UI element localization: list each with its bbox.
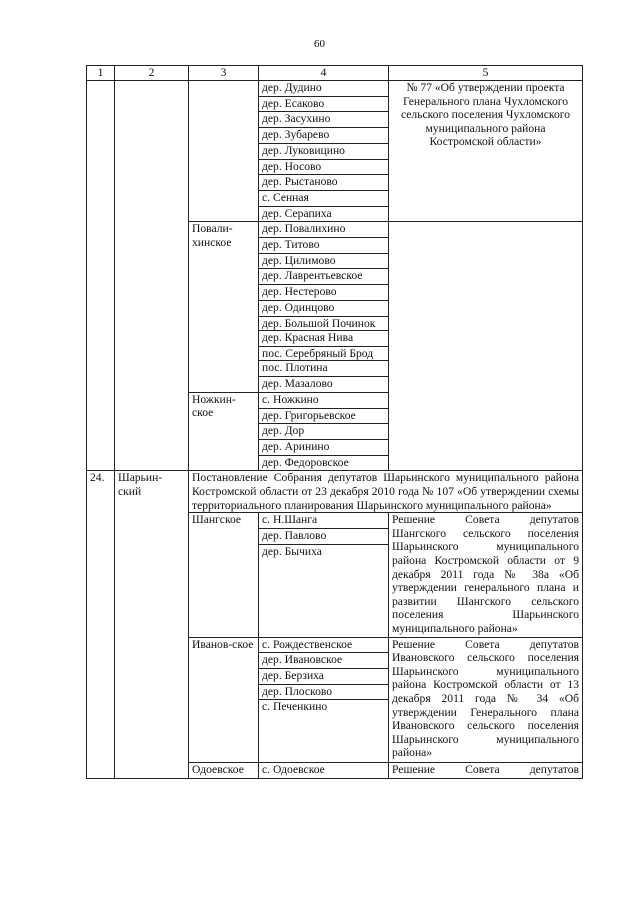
village-cell: дер. Зубарево [259, 128, 389, 144]
col-header-5: 5 [389, 66, 583, 81]
village-cell: с. Одоевское [259, 763, 389, 779]
settlement-cell: Повали-хинское [189, 222, 259, 393]
settlement-cell: Шангское [189, 513, 259, 637]
page-number: 60 [314, 38, 325, 50]
village-cell: дер. Титово [259, 238, 389, 254]
settlement-cell: Иванов-ское [189, 637, 259, 763]
district-cell [115, 81, 189, 471]
village-cell: дер. Ивановское [259, 653, 389, 669]
village-cell: дер. Плосково [259, 684, 389, 700]
settlement-cell: Одоевское [189, 763, 259, 779]
district-cell: Шарьин-ский [115, 471, 189, 779]
village-cell: с. Н.Шанга [259, 513, 389, 529]
village-cell: дер. Красная Нива [259, 331, 389, 347]
settlement-cell: Ножкин-ское [189, 392, 259, 471]
col-header-2: 2 [115, 66, 189, 81]
village-cell: дер. Нестерово [259, 285, 389, 301]
village-cell: дер. Рыстаново [259, 175, 389, 191]
approval-document-cell [389, 222, 583, 471]
col-header-3: 3 [189, 66, 259, 81]
village-cell: дер. Повалихино [259, 222, 389, 238]
village-cell: дер. Есаково [259, 96, 389, 112]
village-cell: дер. Григорьевское [259, 408, 389, 424]
village-cell: дер. Павлово [259, 528, 389, 544]
village-cell: дер. Носово [259, 159, 389, 175]
col-header-1: 1 [87, 66, 115, 81]
row-number-cell: 24. [87, 471, 115, 779]
village-cell: дер. Дор [259, 424, 389, 440]
approval-document-cell: Решение Совета депутатов Ивановского сельского поселения Шарьинского муниципального района Костромской области от 13 декабря 2011 года № 34 «Об утверждении Генерального плана Ивановского сельского поселения Шарьинского муниципального района» [389, 637, 583, 763]
village-cell: дер. Берзиха [259, 668, 389, 684]
village-cell: с. Рождественское [259, 637, 389, 653]
village-cell: дер. Засухино [259, 112, 389, 128]
village-cell: дер. Бычиха [259, 544, 389, 637]
village-cell: дер. Федоровское [259, 455, 389, 471]
village-cell: дер. Луковицино [259, 143, 389, 159]
village-cell: дер. Цилимово [259, 253, 389, 269]
table-row [87, 81, 583, 97]
row-number-cell [87, 81, 115, 471]
village-cell: с. Сенная [259, 190, 389, 206]
table-row [87, 471, 583, 513]
village-cell: дер. Серапиха [259, 206, 389, 222]
settlements-table [86, 65, 583, 779]
approval-document-cell: Решение Совета депутатов Шангского сельского поселения Шарьинского муниципального района Костромской области от 9 декабря 2011 года № 38а «Об утверждении генерального плана и развитии Шангского сельского поселения Шарьинского муниципального района» [389, 513, 583, 637]
settlement-cell [189, 81, 259, 222]
village-cell: с. Печенкино [259, 700, 389, 763]
header-row [87, 66, 583, 81]
village-cell: пос. Серебряный Брод [259, 346, 389, 361]
village-cell: пос. Плотина [259, 361, 389, 377]
village-cell: дер. Большой Починок [259, 316, 389, 331]
village-cell: дер. Одинцово [259, 300, 389, 316]
district-resolution-cell: Постановление Собрания депутатов Шарьинского муниципального района Костромской области от 23 декабря 2010 года № 107 «Об утверждении схемы территориального планирования Шарьинского муниципального района» [189, 471, 583, 513]
col-header-4: 4 [259, 66, 389, 81]
village-cell: дер. Мазалово [259, 377, 389, 393]
village-cell: дер. Аринино [259, 439, 389, 455]
approval-document-cell: Решение Совета депутатов [389, 763, 583, 779]
village-cell: дер. Дудино [259, 81, 389, 97]
village-cell: с. Ножкино [259, 392, 389, 408]
approval-document-cell: № 77 «Об утверждении проекта Генерального плана Чухломского сельского поселения Чухломского муниципального района Костромской области» [389, 81, 583, 222]
village-cell: дер. Лаврентьевское [259, 269, 389, 285]
